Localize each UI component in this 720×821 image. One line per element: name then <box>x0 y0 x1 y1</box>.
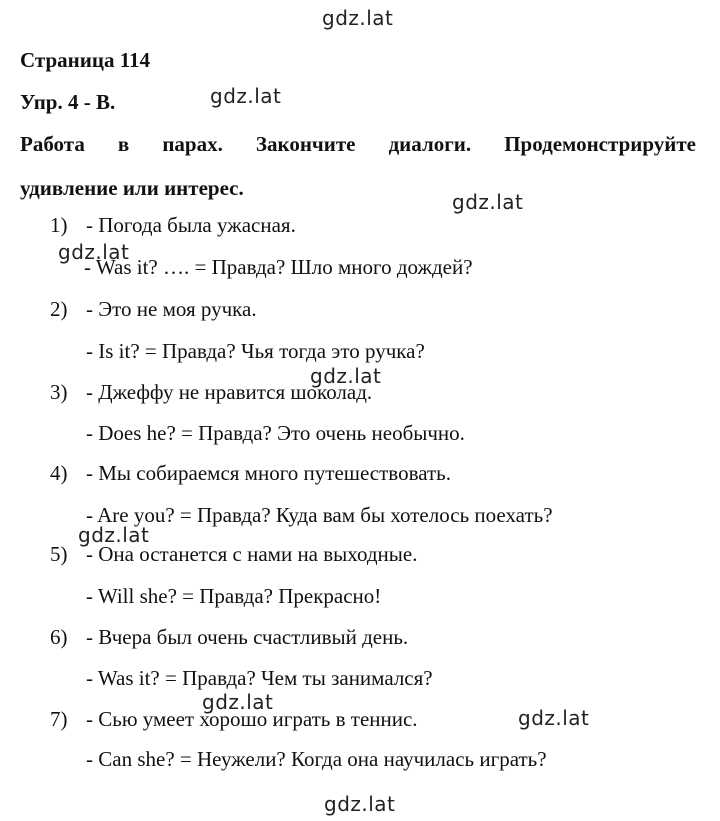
dialogue-line-b: - Can she? = Неужели? Когда она научилась играть? <box>86 747 547 771</box>
exercise-label: Упр. 4 - B. <box>20 90 116 114</box>
dialogue-line-b: - Was it? = Правда? Чем ты занимался? <box>86 666 433 690</box>
watermark: gdz.lat <box>202 690 274 714</box>
dialogue-number: 2) <box>50 297 68 321</box>
dialogue-line-a: - Это не моя ручка. <box>86 297 257 321</box>
watermark: gdz.lat <box>210 84 282 108</box>
dialogue-line-b: - Does he? = Правда? Это очень необычно. <box>86 421 465 445</box>
dialogue-number: 1) <box>50 213 68 237</box>
dialogue-number: 5) <box>50 542 68 566</box>
dialogue-line-a: - Вчера был очень счастливый день. <box>86 625 409 649</box>
watermark: gdz.lat <box>310 364 382 388</box>
watermark: gdz.lat <box>452 190 524 214</box>
page-title: Страница 114 <box>20 48 151 72</box>
dialogue-line-a: - Джеффу не нравится шоколад. <box>86 380 373 404</box>
dialogue-line-b: - Are you? = Правда? Куда вам бы хотелось поехать? <box>86 503 553 527</box>
dialogue-line-b: - Is it? = Правда? Чья тогда это ручка? <box>86 339 425 363</box>
dialogue-line-b: - Was it? …. = Правда? Шло много дождей? <box>84 255 473 279</box>
watermark: gdz.lat <box>322 6 394 30</box>
dialogue-line-a: - Погода была ужасная. <box>86 213 296 237</box>
dialogue-number: 6) <box>50 625 68 649</box>
watermark: gdz.lat <box>518 706 590 730</box>
task-instruction-line-2: удивление или интерес. <box>20 176 244 200</box>
dialogue-number: 4) <box>50 461 68 485</box>
dialogue-line-a: - Сью умеет хорошо играть в теннис. <box>86 707 418 731</box>
dialogue-line-b: - Will she? = Правда? Прекрасно! <box>86 584 382 608</box>
task-instruction-line-1: Работа в парах. Закончите диалоги. Продемонстрируйте <box>20 132 696 156</box>
watermark: gdz.lat <box>324 792 396 816</box>
dialogue-number: 3) <box>50 380 68 404</box>
watermark: gdz.lat <box>78 523 150 547</box>
dialogue-line-a: - Мы собираемся много путешествовать. <box>86 461 451 485</box>
dialogue-number: 7) <box>50 707 68 731</box>
watermark: gdz.lat <box>58 240 130 264</box>
dialogue-line-a: - Она останется с нами на выходные. <box>86 542 418 566</box>
